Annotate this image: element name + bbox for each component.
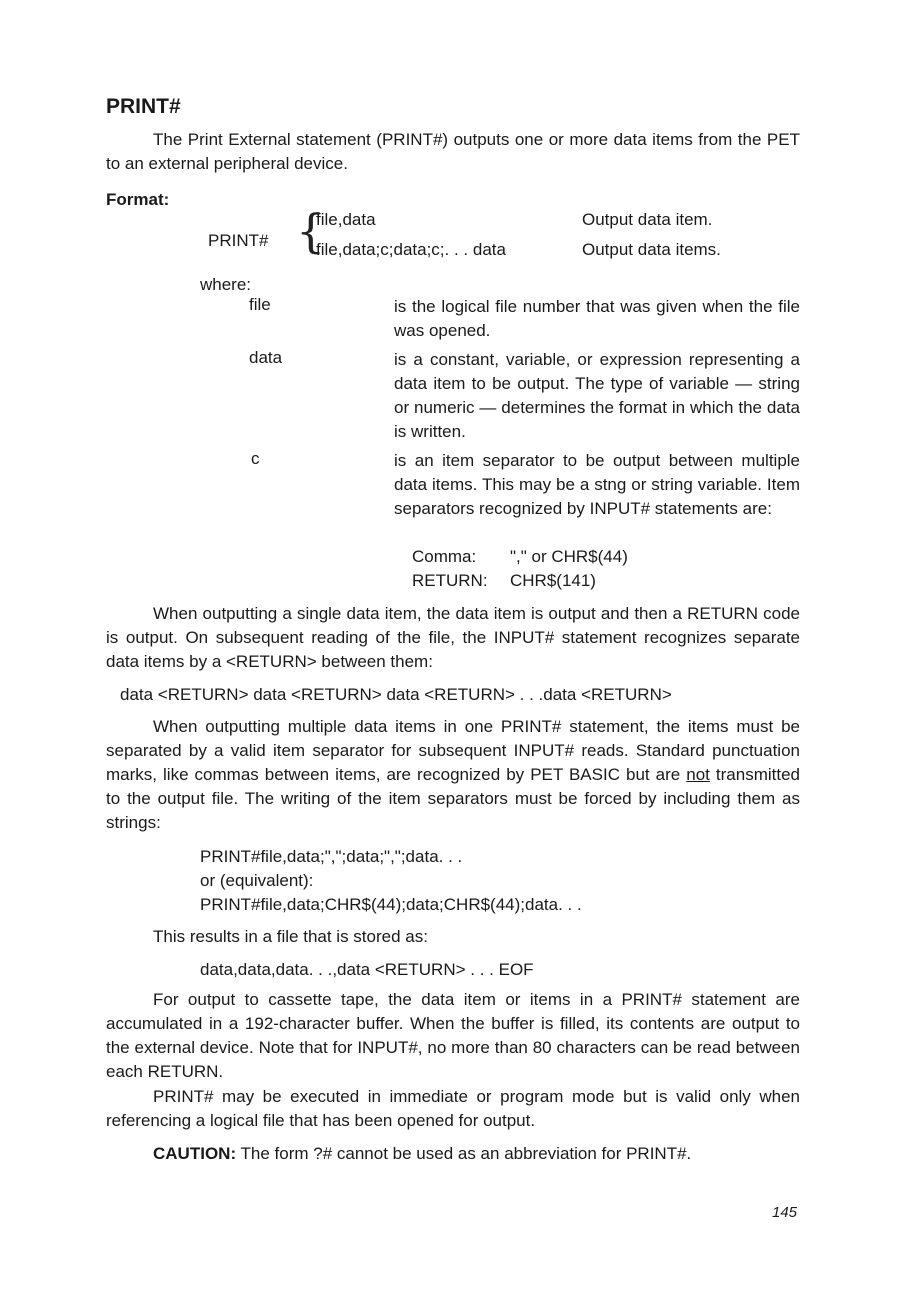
cassette-paragraph: For output to cassette tape, the data item or items in a PRINT# statement are accumulated in a 192-character buffer. When the buffer is filled, its contents are output to the external device. Note that for INPUT#, no more than 80 characters can be read between each RETURN. — [106, 990, 800, 1081]
page-number: 145 — [772, 1204, 798, 1221]
code-line: or (equivalent): — [200, 871, 314, 890]
section-heading: PRINT# — [106, 95, 181, 118]
definition-term: file — [249, 295, 271, 314]
format-keyword: PRINT# — [208, 231, 269, 250]
definition-desc: is a constant, variable, or expression representing a data item to be output. The type of variable — string or numeric — determines the format in which the data is written. — [394, 350, 800, 441]
result-intro: This results in a file that is stored as: — [153, 927, 428, 946]
single-item-paragraph: When outputting a single data item, the data item is output and then a RETURN code is output. On subsequent reading of the file, the INPUT# statement recognizes separate data items by a <RETURN> between them: — [106, 604, 800, 671]
multiple-items-text-b: transmitted to the output file. The writing of the item separators must be forced by including them as strings: — [106, 765, 800, 832]
separator-return-name: RETURN: — [412, 571, 488, 590]
format-syntax-single: file,data — [316, 210, 376, 229]
caution-note — [153, 1142, 691, 1166]
multiple-items-text-a: When outputting multiple data items in one PRINT# statement, the items must be separated by a valid item separator for subsequent INPUT# reads. Standard punctuation marks, like commas between items, are recognized by PET BASIC but are — [106, 717, 800, 784]
caution-text: The form ?# cannot be used as an abbreviation for PRINT#. — [236, 1144, 692, 1163]
code-line: PRINT#file,data;CHR$(44);data;CHR$(44);data. . . — [200, 895, 582, 914]
format-meaning-single: Output data item. — [582, 210, 713, 229]
definition-desc: is an item separator to be output between multiple data items. This may be a stng or string variable. Item separators recognized by INPUT# statements are: — [394, 451, 800, 518]
code-line: PRINT#file,data;",";data;",";data. . . — [200, 847, 463, 866]
definition-term: data — [249, 348, 283, 367]
separator-comma-name: Comma: — [412, 547, 477, 566]
where-label: where: — [200, 275, 252, 294]
intro-paragraph: The Print External statement (PRINT#) outputs one or more data items from the PET to an external peripheral device. — [106, 130, 800, 173]
emphasis-not: not — [686, 765, 710, 784]
mode-paragraph: PRINT# may be executed in immediate or program mode but is valid only when referencing a logical file that has been opened for output. — [106, 1087, 800, 1130]
definition-desc: is the logical file number that was given when the file was opened. — [394, 297, 800, 340]
brace-symbol: { — [296, 204, 326, 258]
multiple-items-paragraph — [106, 715, 800, 835]
format-label: Format: — [106, 190, 170, 209]
separator-return-value: CHR$(141) — [510, 571, 596, 590]
return-example: data <RETURN> data <RETURN> data <RETURN> . . .data <RETURN> — [120, 685, 672, 704]
format-syntax-multiple: file,data;c;data;c;. . . data — [316, 240, 506, 259]
result-line: data,data,data. . .,data <RETURN> . . . EOF — [200, 960, 534, 979]
separator-comma-value: "," or CHR$(44) — [510, 547, 628, 566]
definition-term: c — [251, 449, 260, 468]
caution-label: CAUTION: — [153, 1144, 237, 1163]
format-meaning-multiple: Output data items. — [582, 240, 721, 259]
